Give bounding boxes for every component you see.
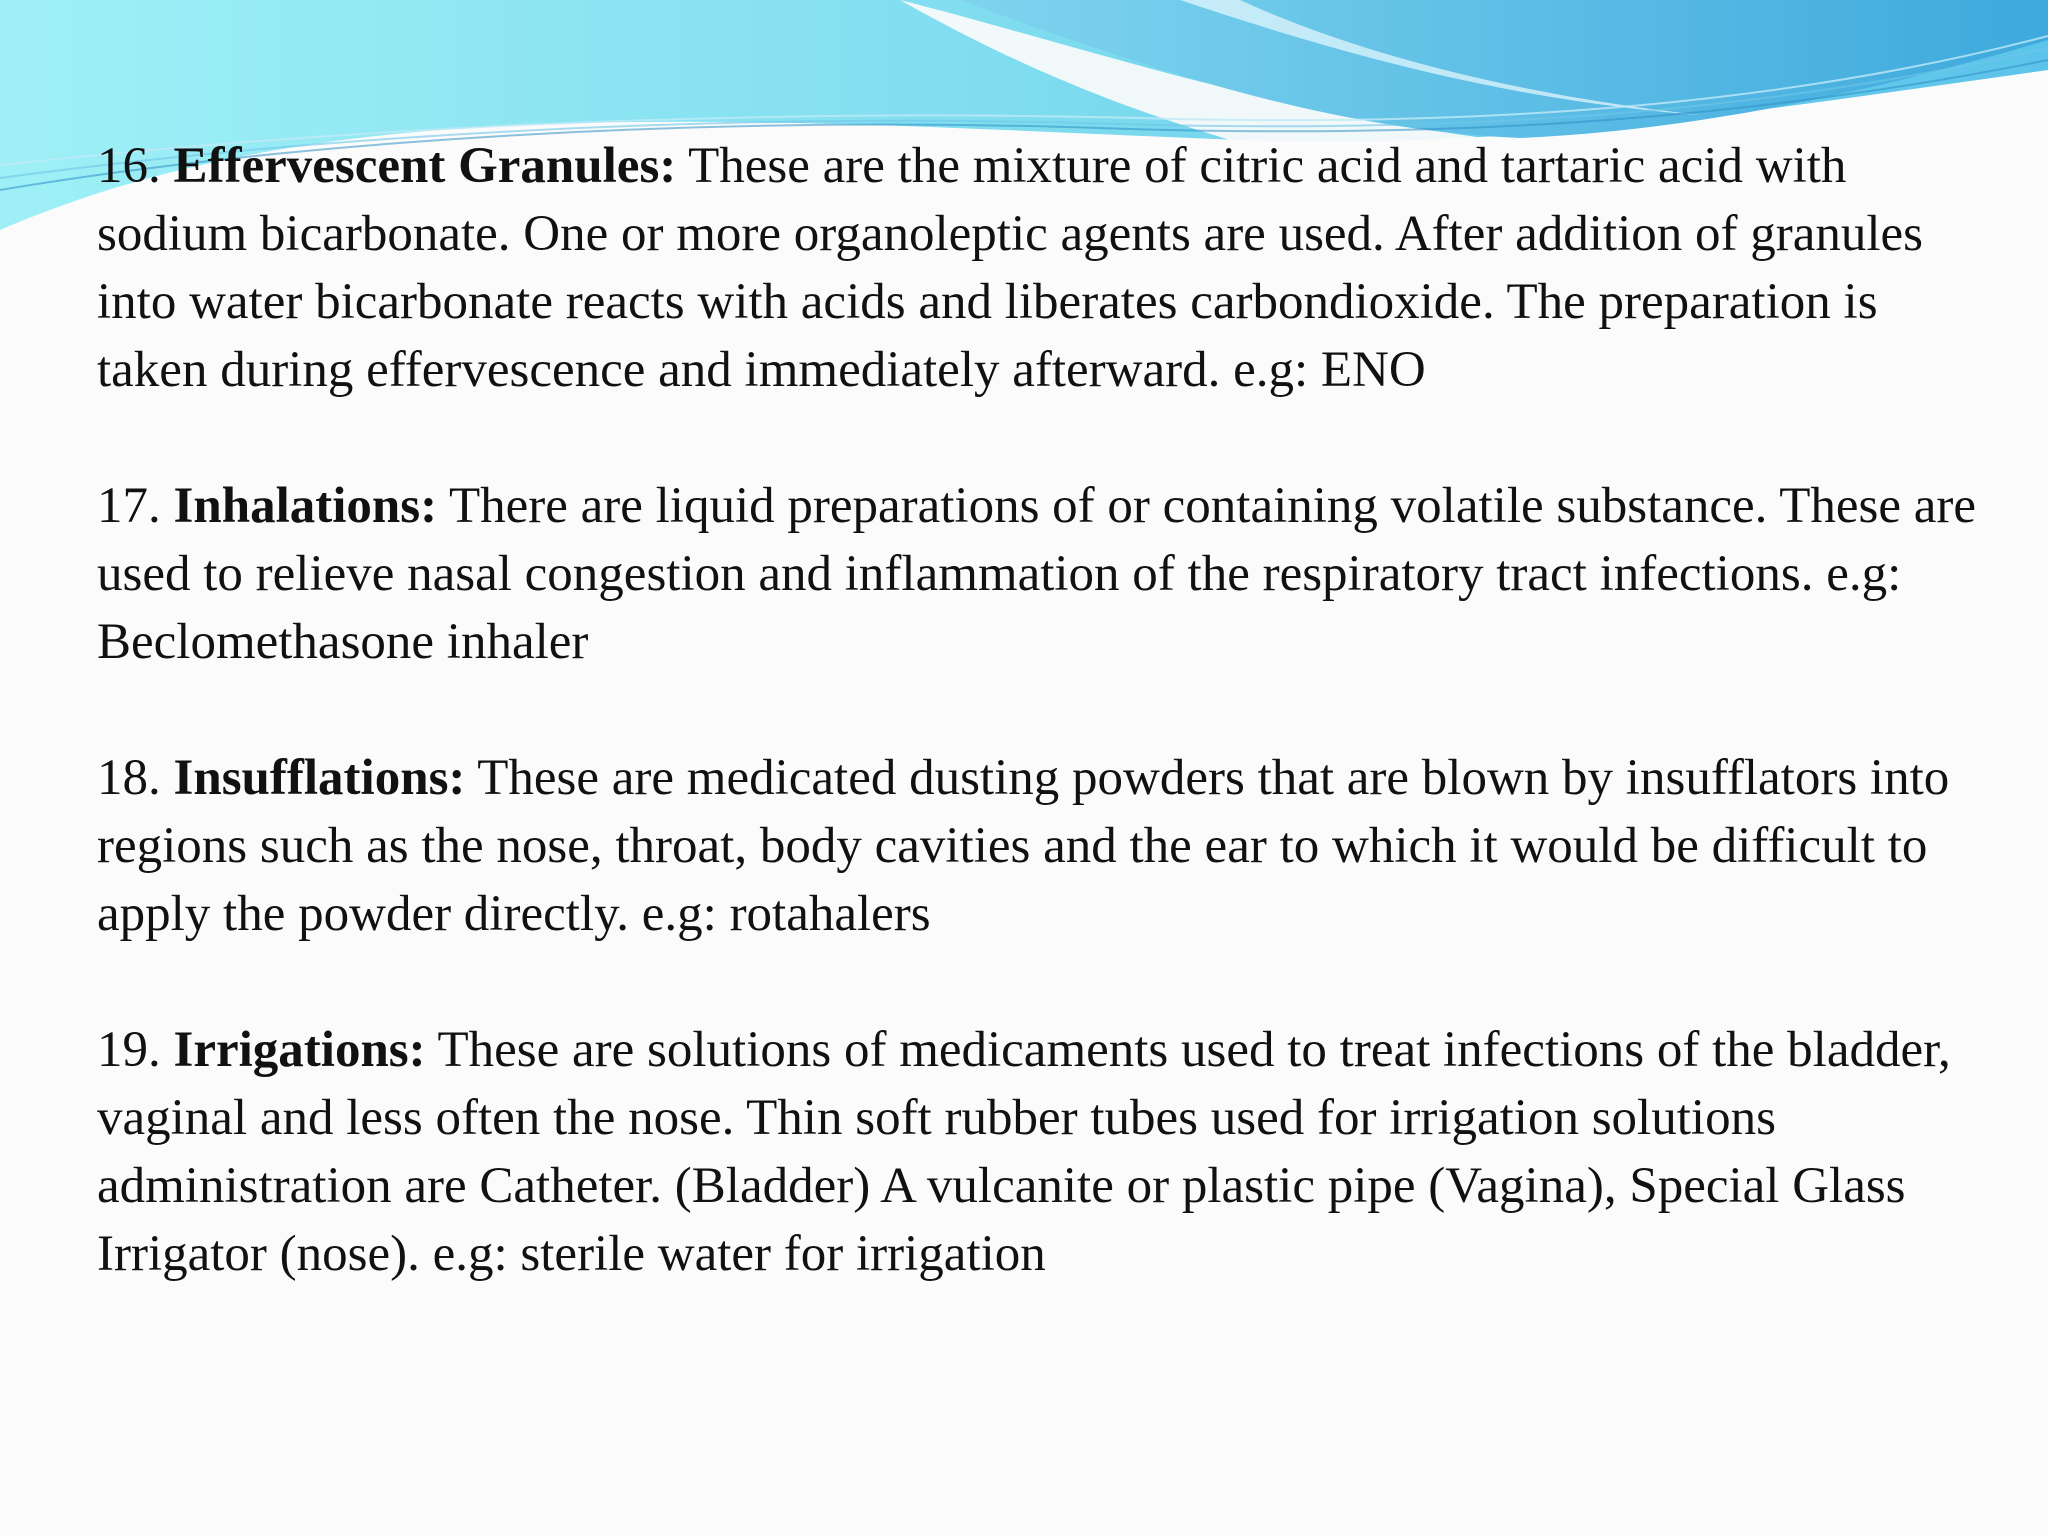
item-description: These are the mixture of citric acid and tartaric acid with sodium bicarbonate. One or more organoleptic agents are used. After addition of granules into water bicarbonate reacts with acids and liberates carbondioxide. The preparation is taken during effervescence and immediately afterward. e.g: ENO (97, 138, 1923, 398)
list-item (97, 744, 1997, 948)
item-number: 16. (97, 138, 161, 194)
item-description: These are solutions of medicaments used to treat infections of the bladder, vaginal and less often the nose. Thin soft rubber tubes used for irrigation solutions administration are Catheter. (Bladder) A vulcanite or plastic pipe (Vagina), Special Glass Irrigator (nose). e.g: sterile water for irrigation (97, 1022, 1951, 1282)
list-item (97, 472, 1997, 676)
list-item (97, 1016, 1997, 1288)
item-term: Effervescent Granules: (173, 138, 677, 194)
slide-content (97, 132, 1997, 1288)
item-term: Inhalations: (173, 478, 438, 534)
item-number: 18. (97, 750, 161, 806)
item-number: 19. (97, 1022, 161, 1078)
item-number: 17. (97, 478, 161, 534)
list-item (97, 132, 1997, 404)
item-term: Insufflations: (173, 750, 466, 806)
item-term: Irrigations: (173, 1022, 426, 1078)
item-description: These are medicated dusting powders that are blown by insufflators into regions such as the nose, throat, body cavities and the ear to which it would be difficult to apply the powder directly. e.g: rotahalers (97, 750, 1950, 942)
item-description: There are liquid preparations of or containing volatile substance. These are used to relieve nasal congestion and inflammation of the respiratory tract infections. e.g: Beclomethasone inhaler (97, 478, 1976, 670)
